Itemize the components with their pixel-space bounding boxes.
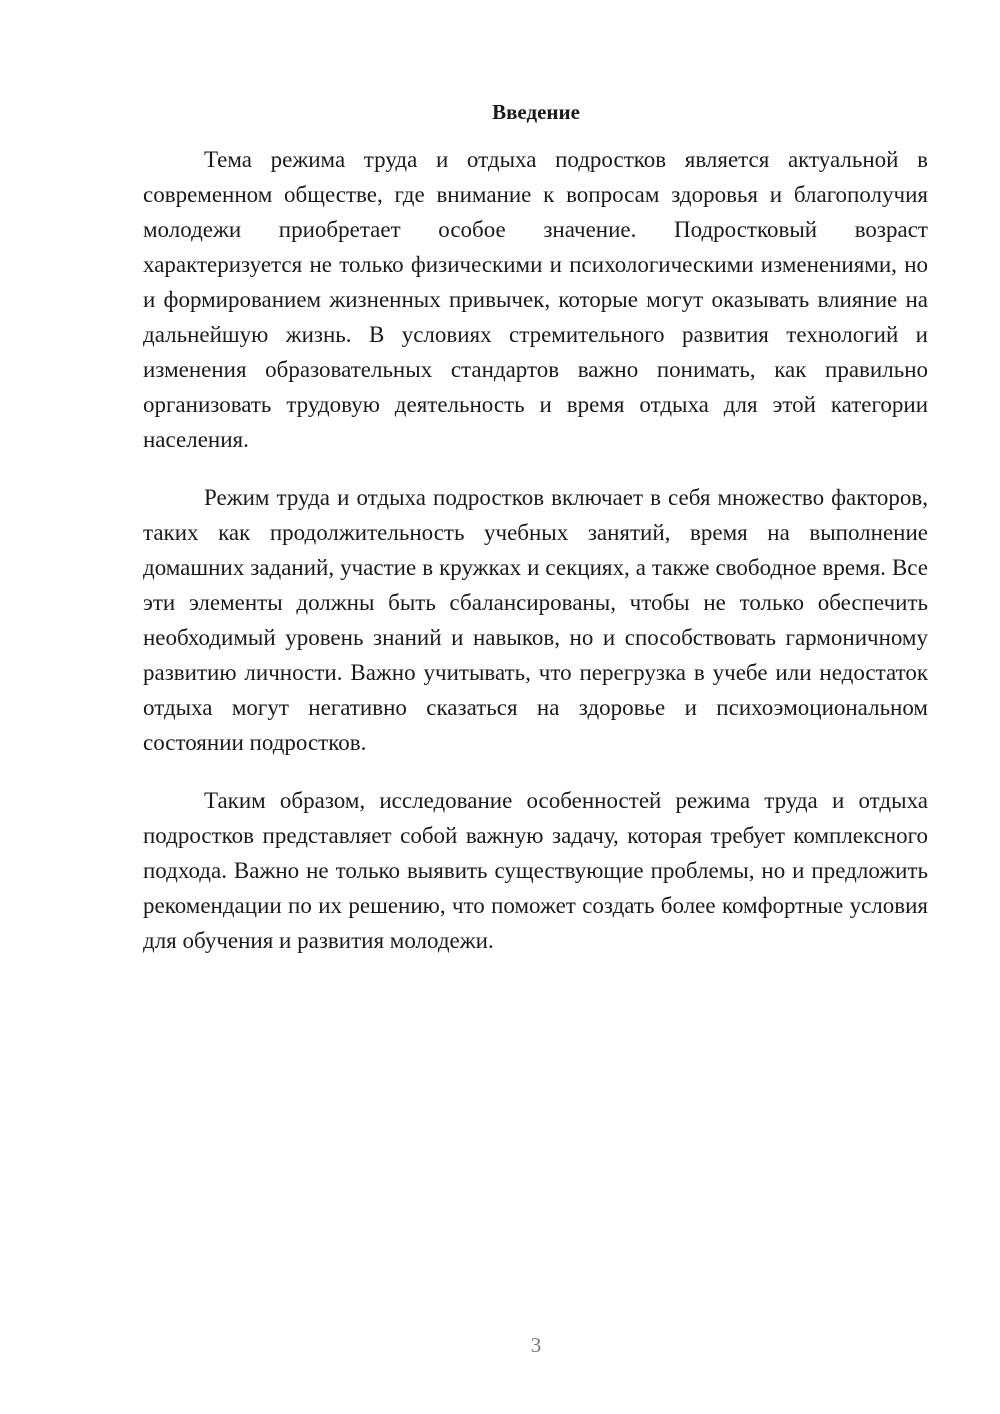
paragraph-3: Таким образом, исследование особенностей режима труда и отдыха подростков представляет собой важную задачу, которая требует комплексного подхода. Важно не только выявить существующие проблемы, но и предложить рекомендации по их решению, что поможет создать более комфортные условия для обучения и развития молодежи. <box>143 788 928 953</box>
body-text <box>143 142 928 981</box>
page-title: Введение <box>492 100 580 124</box>
paragraph-2: Режим труда и отдыха подростков включает в себя множество факторов, таких как продолжительность учебных занятий, время на выполнение домашних заданий, участие в кружках и секциях, а также свободное время. Все эти элементы должны быть сбалансированы, чтобы не только обеспечить необходимый уровень знаний и навыков, но и способствовать гармоничному развитию личности. Важно учитывать, что перегрузка в учебе или недостаток отдыха могут негативно сказаться на здоровье и психоэмоциональном состоянии подростков. <box>143 485 928 755</box>
paragraph-1: Тема режима труда и отдыха подростков является актуальной в современном обществе, где внимание к вопросам здоровья и благополучия молодежи приобретает особое значение. Подростковый возраст характеризуется не только физическими и психологическими изменениями, но и формированием жизненных привычек, которые могут оказывать влияние на дальнейшую жизнь. В условиях стремительного развития технологий и изменения образовательных стандартов важно понимать, как правильно организовать трудовую деятельность и время отдыха для этой категории населения. <box>143 147 928 452</box>
page-number: 3 <box>530 1333 542 1357</box>
